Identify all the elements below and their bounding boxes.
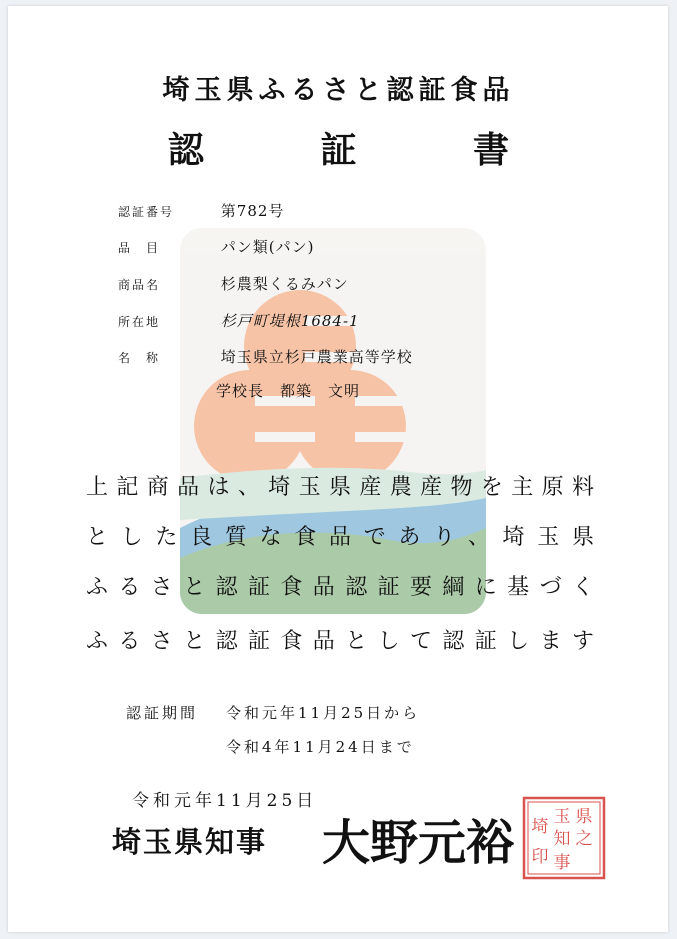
field-address bbox=[118, 310, 360, 331]
official-seal bbox=[522, 796, 606, 880]
seal-char: 埼 bbox=[531, 817, 549, 837]
field-label: 所在地 bbox=[118, 315, 161, 329]
field-item-category bbox=[118, 236, 315, 257]
field-organization-name bbox=[118, 346, 413, 367]
field-label: 名 称 bbox=[118, 351, 161, 365]
field-certification-number bbox=[118, 200, 284, 221]
issuer-title: 埼玉県知事 bbox=[112, 825, 268, 859]
certificate-title-char-3: 書 bbox=[473, 129, 510, 171]
body-text-line-1: 上記商品は、埼玉県産農産物を主原料 bbox=[86, 475, 596, 500]
field-value: パン類(パン) bbox=[220, 238, 315, 256]
field-label: 商品名 bbox=[118, 278, 161, 292]
certificate-title-char-1: 認 bbox=[167, 129, 204, 171]
period-start: 令和元年11月25日から bbox=[226, 704, 421, 722]
body-text-line-3: ふるさと認証食品認証要綱に基づく bbox=[86, 575, 596, 600]
field-label: 品 目 bbox=[118, 241, 161, 255]
field-value: 杉農梨くるみパン bbox=[220, 275, 349, 293]
body-text-line-4: ふるさと認証食品として認証します bbox=[86, 629, 596, 654]
issuer-signature: 大野元裕 bbox=[322, 815, 515, 871]
representative-name: 学校長 都築 文明 bbox=[216, 382, 361, 400]
period-label: 認証期間 bbox=[126, 704, 199, 722]
field-value: 杉戸町堤根1684-1 bbox=[220, 312, 360, 330]
seal-char: 玉 bbox=[553, 807, 571, 827]
seal-char: 県 bbox=[575, 807, 593, 827]
period-end: 令和4年11月24日まで bbox=[226, 738, 415, 756]
field-representative bbox=[216, 380, 360, 401]
seal-char: 之 bbox=[575, 829, 593, 849]
seal-char: 事 bbox=[553, 853, 571, 873]
issue-date: 令和元年11月25日 bbox=[132, 791, 318, 811]
certificate-program-title: 埼玉県ふるさと認証食品 bbox=[162, 75, 515, 106]
certificate-title-char-2: 証 bbox=[320, 129, 357, 171]
field-product-name bbox=[118, 273, 349, 294]
seal-char: 知 bbox=[553, 829, 571, 849]
field-label: 認証番号 bbox=[118, 205, 175, 219]
seal-char: 印 bbox=[531, 847, 549, 867]
certificate-title bbox=[0, 122, 677, 173]
body-text-line-2: とした良質な食品であり、埼玉県 bbox=[86, 525, 596, 550]
field-value: 第782号 bbox=[220, 202, 285, 220]
field-value: 埼玉県立杉戸農業高等学校 bbox=[220, 348, 413, 366]
